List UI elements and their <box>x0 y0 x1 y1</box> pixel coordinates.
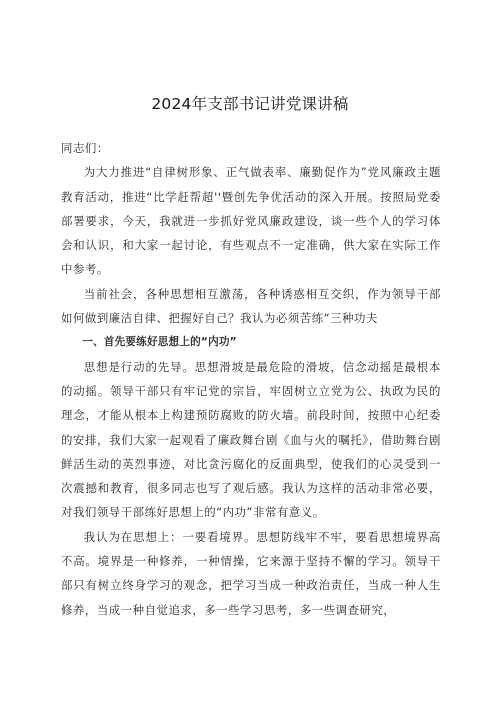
paragraph-three-skills: 当前社会，各种思想相互激荡，各种诱惑相互交织，作为领导干部如何做到廉洁自律、把握好自己？我认为必须苦练“三种功夫 <box>61 286 441 326</box>
document-body <box>61 136 441 622</box>
paragraph-realm: 我认为在思想上：一要看境界。思想防线牢不牢，要看思想境界高不高。境界是一种修养，一种情操，它来源于坚持不懈的学习。领导干部只有树立终身学习的观念，把学习当成一种政治责任，当成一种人生修养，当成一种自觉追求，多一些学习思考，多一些调查研究， <box>61 529 441 617</box>
section-heading: 一、首先要练好思想上的“内功” <box>82 336 237 349</box>
paragraph-intro: 为大力推进“自律树形象、正气做表率、廉勤促作为”党风廉政主题教育活动，推进“比学赶帮超''暨创先争优活动的深入开展。按照局党委部署要求，今天，我就进一步抓好党风廉政建设，谈一些个人的学习体会和认识，和大家一起讨论，有些观点不一定准确，供大家在实际工作中参考。 <box>61 165 441 277</box>
salutation: 同志们： <box>61 141 109 155</box>
document-title: 2024年支部书记讲党课讲稿 <box>151 95 349 113</box>
paragraph-thought: 思想是行动的先导。思想滑坡是最危险的滑坡，信念动摇是最根本的动摇。领导干部只有牢记党的宗旨，牢固树立立党为公、执政为民的理念，才能从根本上构建预防腐败的防火墙。前段时间，按照中心纪委的安排，我们大家一起观看了廉政舞台剧《血与火的嘱托》，借助舞台剧鲜活生动的英烈事迹，对比贪污腐化的反面典型，使我们的心灵受到一次震撼和教育，很多同志也写了观后感。我认为这样的活动非常必要，对我们领导干部练好思想上的“内功”非常有意义。 <box>61 359 441 520</box>
